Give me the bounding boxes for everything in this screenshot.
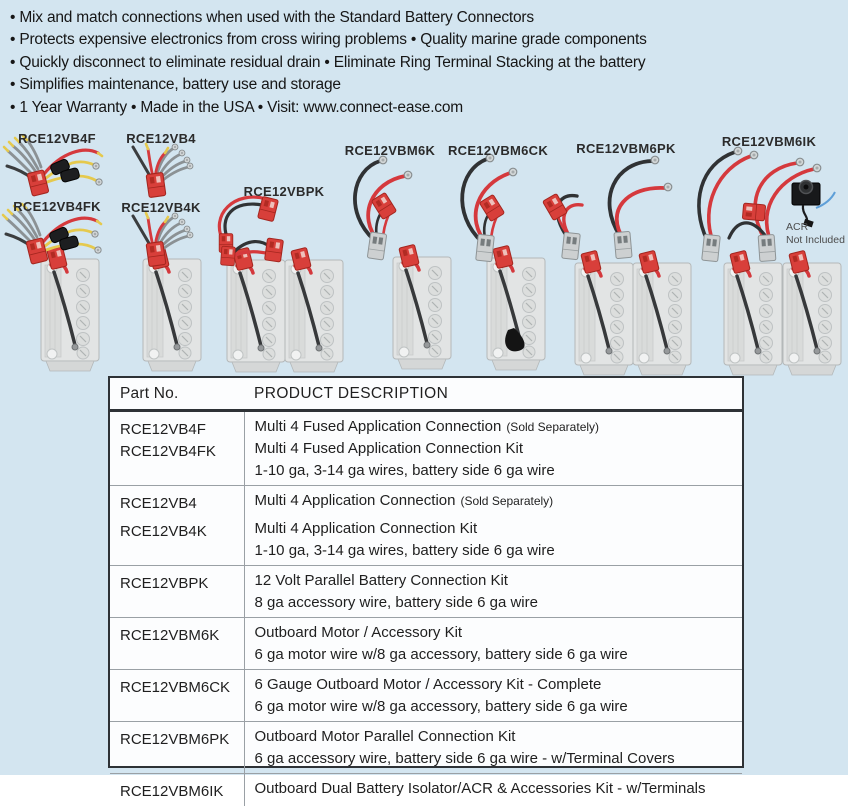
- part-no: RCE12VBM6IK: [120, 781, 238, 803]
- product-label-rce12vb4k: RCE12VB4K: [121, 200, 200, 215]
- battery-icon: [783, 250, 841, 375]
- description-line: 6 ga motor wire w/8 ga accessory, battery side 6 ga wire: [255, 696, 737, 718]
- product-label-rce12vbm6pk: RCE12VBM6PK: [576, 141, 675, 156]
- description-line: Multi 4 Fused Application Connection Kit: [255, 438, 737, 460]
- description-line: Outboard Motor / Accessory Kit: [255, 622, 737, 644]
- product-label-rce12vb4fk: RCE12VB4FK: [13, 199, 101, 214]
- feature-line: • Protects expensive electronics from cross wiring problems • Quality marine grade components: [10, 29, 840, 51]
- acr-not-included-note: ACR Not Included: [786, 221, 845, 246]
- table-header-row: [110, 378, 742, 411]
- table-row: [110, 670, 742, 722]
- product-image-rce12vb4: [133, 144, 193, 198]
- sold-separately-note: (Sold Separately): [460, 494, 553, 508]
- part-no-header: Part No.: [110, 378, 244, 411]
- description-line: Outboard Dual Battery Isolator/ACR & Accessories Kit - w/Terminals: [255, 778, 737, 800]
- part-no: RCE12VBM6PK: [120, 729, 238, 751]
- battery-icon: [393, 244, 451, 369]
- product-label-rce12vbm6ik: RCE12VBM6IK: [722, 134, 816, 149]
- battery-icon: [41, 246, 99, 371]
- product-label-rce12vbm6k: RCE12VBM6K: [345, 143, 435, 158]
- table-row: [110, 774, 742, 806]
- table-row: [110, 722, 742, 774]
- battery-icon: [633, 250, 691, 375]
- description-line: 12 Volt Parallel Battery Connection Kit: [255, 570, 737, 592]
- spec-table: [108, 376, 744, 768]
- battery-icon: [227, 247, 285, 372]
- product-description-header: PRODUCT DESCRIPTION: [244, 378, 742, 411]
- description-line: Outboard Motor Parallel Connection Kit: [255, 726, 737, 748]
- description-line: Multi 4 Fused Application Connection (Sold Separately): [255, 416, 737, 438]
- part-no: RCE12VBM6K: [120, 625, 238, 647]
- battery-icon: [575, 250, 633, 375]
- description-line: Multi 4 Application Connection (Sold Separately): [255, 490, 737, 512]
- product-label-rce12vbpk: RCE12VBPK: [244, 184, 325, 199]
- part-no: RCE12VBPK: [120, 573, 238, 595]
- feature-line: • Quickly disconnect to eliminate residual drain • Eliminate Ring Terminal Stacking at the battery: [10, 52, 840, 74]
- feature-line: • Simplifies maintenance, battery use and storage: [10, 74, 840, 96]
- part-no: RCE12VB4: [120, 493, 238, 515]
- part-no: RCE12VBM6CK: [120, 677, 238, 699]
- description-line: 1-10 ga, 3-14 ga wires, battery side 6 ga wire: [255, 540, 737, 562]
- product-image-rce12vbm6k: [355, 156, 412, 260]
- description-line: 6 ga motor wire w/8 ga accessory, battery side 6 ga wire: [255, 644, 737, 666]
- product-label-rce12vb4: RCE12VB4: [126, 131, 196, 146]
- table-row: [110, 618, 742, 670]
- battery-icon: [285, 247, 343, 372]
- description-line: Multi 4 Application Connection Kit: [255, 518, 737, 540]
- product-label-rce12vb4f: RCE12VB4F: [18, 131, 96, 146]
- description-line: 6 ga accessory wire, battery side 6 ga wire - w/Terminal Covers: [255, 748, 737, 770]
- feature-line: • 1 Year Warranty • Made in the USA • Visit: www.connect-ease.com: [10, 97, 840, 119]
- product-image-rce12vbm6ck: [462, 154, 517, 262]
- feature-list: [10, 7, 840, 119]
- product-image-rce12vbpk: [219, 196, 283, 265]
- table-row: [110, 486, 742, 566]
- part-no: RCE12VB4K: [120, 521, 238, 543]
- battery-icon: [724, 250, 782, 375]
- description-line: 1-10 ga, 3-14 ga wires, battery side 6 ga wire: [255, 460, 737, 482]
- feature-line: • Mix and match connections when used with the Standard Battery Connectors: [10, 7, 840, 29]
- sold-separately-note: (Sold Separately): [506, 420, 599, 434]
- part-no: RCE12VB4FK: [120, 441, 238, 463]
- table-row: [110, 411, 742, 486]
- product-label-rce12vbm6ck: RCE12VBM6CK: [448, 143, 548, 158]
- description-line: 6 Gauge Outboard Motor / Accessory Kit - Complete: [255, 674, 737, 696]
- description-line: 8 ga accessory wire, battery side 6 ga wire: [255, 592, 737, 614]
- part-no: RCE12VB4F: [120, 419, 238, 441]
- product-image-rce12vbm6pk: [543, 156, 672, 260]
- table-row: [110, 566, 742, 618]
